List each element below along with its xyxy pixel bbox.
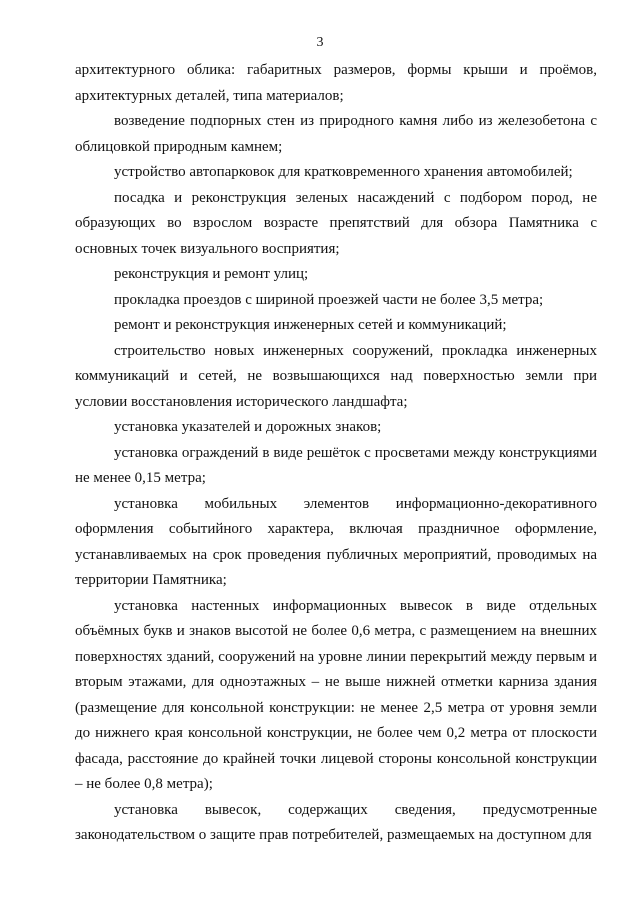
paragraph: посадка и реконструкция зеленых насаждений с подбором пород, не образующих во взрослом возрасте препятствий для обзора Памятника с основных точек визуального восприятия; bbox=[75, 189, 597, 257]
paragraph-continuation: архитектурного облика: габаритных размеров, формы крыши и проёмов, архитектурных деталей, типа материалов; bbox=[75, 62, 597, 104]
paragraph: строительство новых инженерных сооружений, прокладка инженерных коммуникаций и сетей, не возвышающихся над поверхностью земли при условии восстановления исторического ландшафта; bbox=[75, 342, 597, 410]
paragraph: установка ограждений в виде решёток с просветами между конструкциями не менее 0,15 метра; bbox=[75, 444, 597, 486]
paragraph: установка мобильных элементов информационно-декоративного оформления событийного характера, включая праздничное оформление, устанавливаемых на срок проведения публичных мероприятий, проводимых на территории Памятника; bbox=[75, 495, 597, 588]
paragraph: установка настенных информационных вывесок в виде отдельных объёмных букв и знаков высотой не более 0,6 метра, с размещением на внешних поверхностях зданий, сооружений на уровне линии перекрытий между первым и вторым этажами, для одноэтажных – не выше нижней отметки карниза здания (размещение для консольной конструкции: не менее 2,5 метра от уровня земли до нижнего края консольной конструкции, не более чем 0,2 метра от плоскости фасада, расстояние до крайней точки лицевой стороны консольной конструкции – не более 0,8 метра); bbox=[75, 597, 597, 792]
paragraph: установка вывесок, содержащих сведения, предусмотренные законодательством о защите прав потребителей, размещаемых на доступном для bbox=[75, 801, 597, 843]
paragraph: возведение подпорных стен из природного камня либо из железобетона с облицовкой природным камнем; bbox=[75, 113, 597, 155]
paragraph: ремонт и реконструкция инженерных сетей и коммуникаций; bbox=[114, 317, 507, 333]
paragraph: реконструкция и ремонт улиц; bbox=[114, 266, 309, 282]
document-body bbox=[75, 58, 597, 849]
paragraph: устройство автопарковок для кратковременного хранения автомобилей; bbox=[114, 164, 573, 180]
paragraph: прокладка проездов с шириной проезжей части не более 3,5 метра; bbox=[114, 291, 544, 308]
paragraph: установка указателей и дорожных знаков; bbox=[114, 419, 382, 435]
page-number: 3 bbox=[316, 35, 324, 50]
